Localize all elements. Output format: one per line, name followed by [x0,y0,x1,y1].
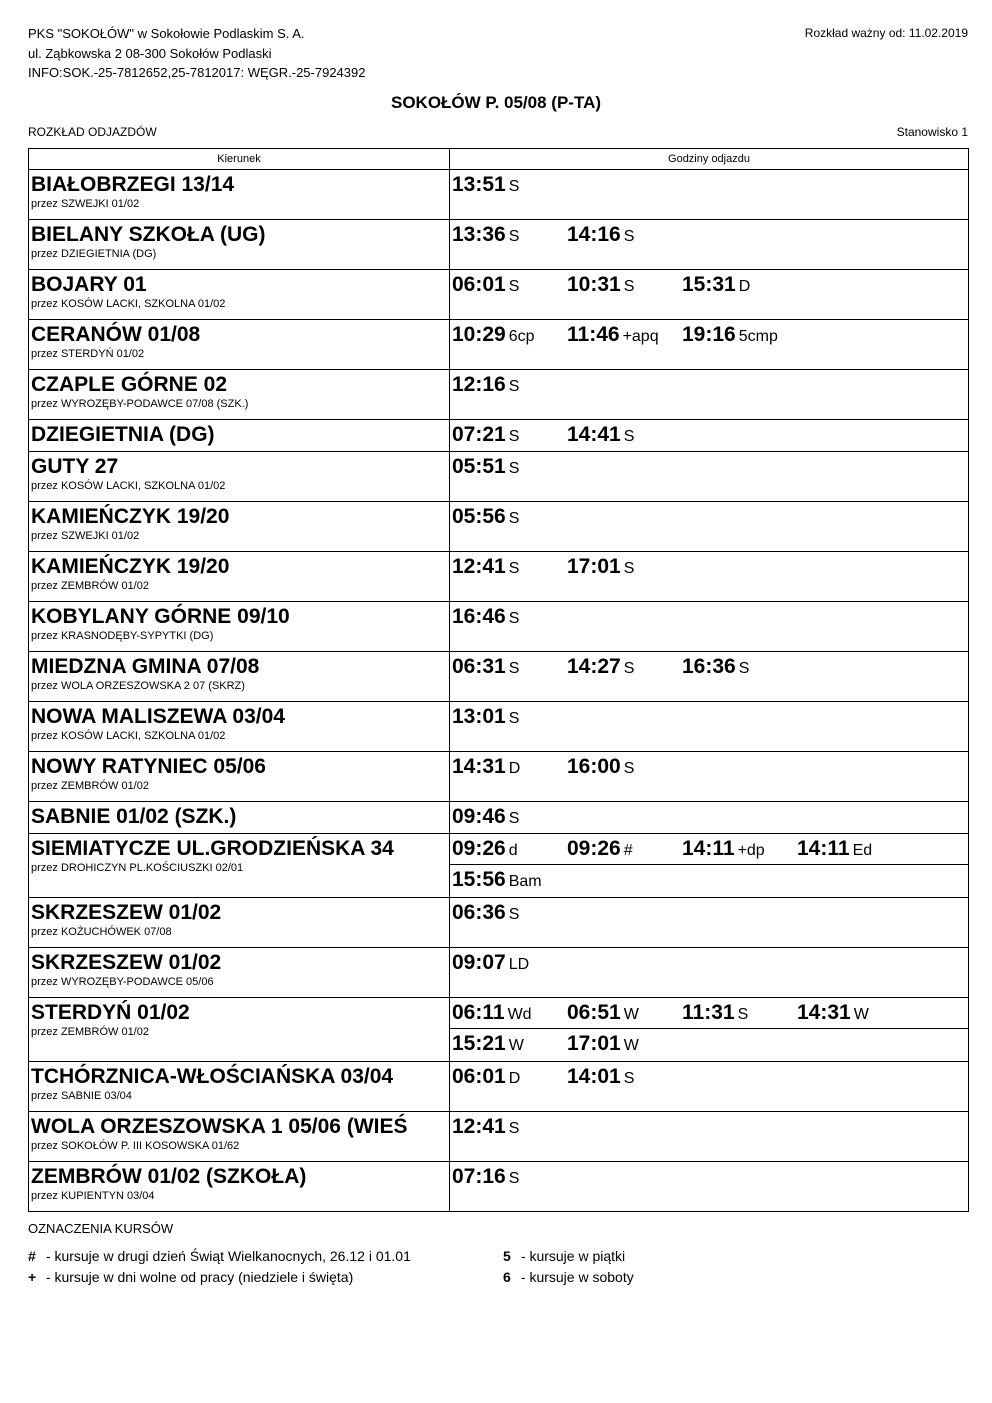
departure-time: 15:31 [682,273,736,296]
departure-marks: S [738,660,750,677]
destination-name: CERANÓW 01/08 [31,323,201,346]
departure-marks: S [623,760,635,777]
platform-label: Stanowisko 1 [896,125,968,139]
legend-text: - kursuje w soboty [520,1269,634,1285]
departure-time: 07:16 [452,1165,506,1188]
direction-cell [29,802,450,834]
departure-marks: S [508,1170,520,1187]
table-row [29,220,969,270]
table-row [29,702,969,752]
departure [452,423,567,447]
direction-cell [29,898,450,948]
destination-via: przez DZIEGIETNIA (DG) [31,248,157,260]
departure [682,273,797,297]
departure-time: 16:36 [682,655,736,678]
departure [567,223,682,247]
direction-cell [29,452,450,502]
departure-marks: LD [508,956,530,973]
table-row [29,552,969,602]
departure-line [450,502,968,529]
legend-text: - kursuje w dni wolne od pracy (niedziele i święta) [45,1269,354,1285]
departure-marks: S [508,810,520,827]
direction-cell [29,602,450,652]
departure-line [450,602,968,629]
valid-from: Rozkład ważny od: 11.02.2019 [804,26,968,40]
departure-marks: S [737,1006,749,1023]
table-row [29,1162,969,1212]
departure-marks: S [508,460,520,477]
destination-via: przez WYROZĘBY-PODAWCE 07/08 (SZK.) [31,398,249,410]
departure [452,901,567,925]
page-title: SOKOŁÓW P. 05/08 (P-TA) [390,93,602,112]
departure-line [450,320,968,347]
destination-via: przez KOSÓW LACKI, SZKOLNA 01/02 [31,730,226,742]
departure [452,455,567,479]
times-cell [450,602,969,652]
destination-via: przez KOSÓW LACKI, SZKOLNA 01/02 [31,480,226,492]
departure [452,555,567,579]
direction-cell [29,502,450,552]
departure [452,951,567,975]
departure-time: 13:51 [452,173,506,196]
table-row [29,270,969,320]
times-cell [450,502,969,552]
departure-time: 13:36 [452,223,506,246]
departure-line [450,948,968,975]
table-row [29,1112,969,1162]
table-row [29,170,969,220]
departure-time: 14:31 [452,755,506,778]
departure-time: 07:21 [452,423,506,446]
departure-time: 05:51 [452,455,506,478]
company-name: PKS "SOKOŁÓW" w Sokołowie Podlaskim S. A. [28,26,305,41]
departure-time: 15:21 [452,1032,506,1055]
departure-time: 12:41 [452,555,506,578]
times-cell [450,834,969,898]
departure-time: 11:31 [682,1001,735,1024]
departure-marks: 6cp [508,328,535,345]
departure-time: 14:41 [567,423,621,446]
departure-marks: D [738,278,751,295]
destination-name: NOWA MALISZEWA 03/04 [31,705,285,728]
departure-time: 11:46 [567,323,620,346]
destination-name: DZIEGIETNIA (DG) [31,423,215,446]
departure [797,1001,912,1025]
departure-marks: +apq [622,328,659,345]
departure-time: 17:01 [567,1032,621,1055]
departure [682,837,797,861]
direction-cell [29,834,450,898]
departure [452,705,567,729]
times-cell [450,802,969,834]
departure-time: 12:41 [452,1115,506,1138]
destination-name: TCHÓRZNICA-WŁOŚCIAŃSKA 03/04 [31,1065,394,1088]
departure-line [450,652,968,679]
column-header-times: Godziny odjazdu [450,149,969,170]
departure-time: 06:01 [452,1065,506,1088]
departure-line [450,898,968,925]
destination-name: WOLA ORZESZOWSKA 1 05/06 (WIEŚ [31,1115,408,1138]
direction-cell [29,370,450,420]
departure-time: 09:07 [452,951,506,974]
departure-line [450,1112,968,1139]
times-cell [450,1112,969,1162]
timetable-type: ROZKŁAD ODJAZDÓW [28,125,157,139]
departure-line [450,452,968,479]
destination-via: przez ZEMBRÓW 01/02 [31,780,149,792]
departure-time: 06:11 [452,1001,505,1024]
direction-cell [29,170,450,220]
departure [567,555,682,579]
departure [452,1032,567,1061]
legend-item [503,1267,634,1288]
departure-time: 14:31 [797,1001,851,1024]
departure [567,1001,682,1025]
destination-via: przez KRASNODĘBY-SYPYTKI (DG) [31,630,214,642]
departure-time: 15:56 [452,868,506,891]
legend-item [28,1267,503,1288]
column-header-direction: Kierunek [29,149,450,170]
departure-marks: # [623,842,633,859]
direction-cell [29,998,450,1062]
times-cell [450,270,969,320]
departure-line [450,420,968,447]
timetable-body [29,170,969,1212]
destination-name: SABNIE 01/02 (SZK.) [31,805,237,828]
departure [452,837,567,861]
times-cell [450,1162,969,1212]
departure-marks: S [623,228,635,245]
departure-time: 16:00 [567,755,621,778]
departure [452,273,567,297]
departure-line [450,702,968,729]
departure-marks: Bam [508,873,542,890]
direction-cell [29,220,450,270]
destination-via: przez KOSÓW LACKI, SZKOLNA 01/02 [31,298,226,310]
times-cell [450,220,969,270]
departure-marks: S [508,1120,520,1137]
destination-name: SKRZESZEW 01/02 [31,951,222,974]
destination-name: MIEDZNA GMINA 07/08 [31,655,260,678]
destination-name: NOWY RATYNIEC 05/06 [31,755,266,778]
table-row [29,502,969,552]
destination-name: KOBYLANY GÓRNE 09/10 [31,605,290,628]
departure [567,837,682,861]
legend-text: - kursuje w piątki [520,1248,626,1264]
table-header-row [29,149,969,170]
departure-marks: D [508,1070,521,1087]
direction-cell [29,1162,450,1212]
company-info [28,24,365,83]
direction-cell [29,1062,450,1112]
destination-via: przez STERDYŃ 01/02 [31,348,145,360]
departure-marks: S [623,1070,635,1087]
departure [452,755,567,779]
departure-line [450,170,968,197]
departure [452,805,567,829]
departure [452,323,567,347]
departure-line [450,998,968,1025]
times-cell [450,898,969,948]
departure-time: 12:16 [452,373,506,396]
direction-cell [29,948,450,998]
legend [28,1246,634,1288]
departure-time: 19:16 [682,323,736,346]
destination-name: BIELANY SZKOŁA (UG) [31,223,266,246]
table-row [29,602,969,652]
departure-marks: S [508,610,520,627]
times-cell [450,420,969,452]
times-cell [450,552,969,602]
departure-time: 06:51 [567,1001,621,1024]
table-row [29,370,969,420]
departure-marks: Wd [507,1006,532,1023]
destination-name: ZEMBRÓW 01/02 (SZKOŁA) [31,1165,307,1188]
destination-name: KAMIEŃCZYK 19/20 [31,555,230,578]
direction-cell [29,702,450,752]
table-row [29,452,969,502]
direction-cell [29,270,450,320]
times-cell [450,170,969,220]
departure [452,223,567,247]
departure [452,1001,567,1025]
departure-time: 10:29 [452,323,506,346]
departure-marks: W [853,1006,869,1023]
destination-name: GUTY 27 [31,455,119,478]
departure [567,1065,682,1089]
times-cell [450,320,969,370]
departure-marks: S [508,228,520,245]
departure-line [450,834,968,861]
departure-line [450,1162,968,1189]
departure-time: 09:46 [452,805,506,828]
departure-marks: S [508,178,520,195]
destination-via: przez DROHICZYN PL.KOŚCIUSZKI 02/01 [31,862,244,874]
departure [567,423,682,447]
times-cell [450,1062,969,1112]
departure-marks: S [623,560,635,577]
departure-time: 05:56 [452,505,506,528]
departure-marks: +dp [737,842,765,859]
table-row [29,898,969,948]
departure [682,323,797,347]
legend-item [503,1246,625,1267]
times-cell [450,998,969,1062]
destination-name: CZAPLE GÓRNE 02 [31,373,228,396]
departure-time: 06:01 [452,273,506,296]
departure-time: 14:01 [567,1065,621,1088]
departure-marks: W [623,1006,639,1023]
departure-time: 09:26 [567,837,621,860]
departure [567,655,682,679]
departure [797,837,912,861]
departure-marks: S [508,660,520,677]
table-row [29,948,969,998]
departure-line [450,1028,968,1061]
destination-via: przez WYROZĘBY-PODAWCE 05/06 [31,976,214,988]
departure-line [450,270,968,297]
departure-marks: S [508,378,520,395]
timetable [28,148,969,1212]
departure-marks: W [623,1037,639,1054]
table-row [29,652,969,702]
departure-time: 14:11 [797,837,850,860]
destination-via: przez SZWEJKI 01/02 [31,198,140,210]
table-row [29,752,969,802]
departure [452,1165,567,1189]
destination-name: KAMIEŃCZYK 19/20 [31,505,230,528]
departure-marks: Ed [852,842,873,859]
departure-line [450,802,968,829]
departure-marks: S [623,428,635,445]
times-cell [450,752,969,802]
departure [682,655,797,679]
legend-title: OZNACZENIA KURSÓW [28,1221,174,1236]
table-row [29,320,969,370]
departure-line [450,864,968,897]
departure [682,1001,797,1025]
departure-line [450,370,968,397]
departure [567,323,682,347]
departure-line [450,220,968,247]
departure-marks: S [508,428,520,445]
destination-via: przez KUPIENTYN 03/04 [31,1190,155,1202]
departure-marks: D [508,760,521,777]
departure [452,655,567,679]
company-address: ul. Ząbkowska 2 08-300 Sokołów Podlaski [28,45,272,61]
departure-marks: 5cmp [738,328,778,345]
destination-name: SKRZESZEW 01/02 [31,901,222,924]
direction-cell [29,1112,450,1162]
table-row [29,834,969,898]
departure-time: 09:26 [452,837,506,860]
times-cell [450,652,969,702]
departure-marks: S [508,278,520,295]
destination-via: przez KOŻUCHÓWEK 07/08 [31,926,172,938]
times-cell [450,702,969,752]
departure-time: 06:31 [452,655,506,678]
times-cell [450,948,969,998]
legend-symbol: 6 [503,1269,511,1285]
legend-row [28,1267,634,1288]
table-row [29,420,969,452]
departure [567,273,682,297]
destination-via: przez ZEMBRÓW 01/02 [31,580,149,592]
legend-symbol: # [28,1248,36,1264]
company-phones: INFO:SOK.-25-7812652,25-7812017: WĘGR.-25-7924392 [28,65,366,80]
departure [452,868,567,897]
departure-time: 13:01 [452,705,506,728]
departure-time: 14:27 [567,655,621,678]
table-row [29,998,969,1062]
departure [452,505,567,529]
departure-marks: S [508,906,520,923]
departure-marks: S [623,278,635,295]
legend-symbol: 5 [503,1248,511,1264]
departure-line [450,552,968,579]
direction-cell [29,552,450,602]
destination-name: STERDYŃ 01/02 [31,1001,190,1024]
destination-via: przez WOLA ORZESZOWSKA 2 07 (SKRZ) [31,680,245,692]
legend-symbol: + [28,1269,37,1285]
direction-cell [29,320,450,370]
departure-marks: S [623,660,635,677]
destination-via: przez SZWEJKI 01/02 [31,530,140,542]
legend-text: - kursuje w drugi dzień Świąt Wielkanocnych, 26.12 i 01.01 [45,1248,411,1264]
departure [452,1115,567,1139]
departure-line [450,752,968,779]
departure-time: 17:01 [567,555,621,578]
departure-time: 14:11 [682,837,735,860]
departure-time: 06:36 [452,901,506,924]
destination-name: BIAŁOBRZEGI 13/14 [31,173,235,196]
departure [567,1032,682,1061]
departure-marks: S [508,510,520,527]
departure [452,173,567,197]
direction-cell [29,420,450,452]
departure [452,605,567,629]
destination-via: przez ZEMBRÓW 01/02 [31,1026,149,1038]
departure-marks: S [508,560,520,577]
departure [567,755,682,779]
direction-cell [29,752,450,802]
departure-marks: S [508,710,520,727]
table-row [29,1062,969,1112]
legend-row [28,1246,634,1267]
departure-marks: W [508,1037,524,1054]
departure-time: 14:16 [567,223,621,246]
destination-name: SIEMIATYCZE UL.GRODZIEŃSKA 34 [31,837,394,860]
destination-via: przez SABNIE 03/04 [31,1090,132,1102]
departure-line [450,1062,968,1089]
times-cell [450,452,969,502]
destination-via: przez SOKOŁÓW P. III KOSOWSKA 01/62 [31,1140,240,1152]
times-cell [450,370,969,420]
departure [452,1065,567,1089]
table-row [29,802,969,834]
direction-cell [29,652,450,702]
destination-name: BOJARY 01 [31,273,147,296]
departure-time: 16:46 [452,605,506,628]
departure-time: 10:31 [567,273,621,296]
departure-marks: d [508,842,518,859]
departure [452,373,567,397]
legend-item [28,1246,503,1267]
